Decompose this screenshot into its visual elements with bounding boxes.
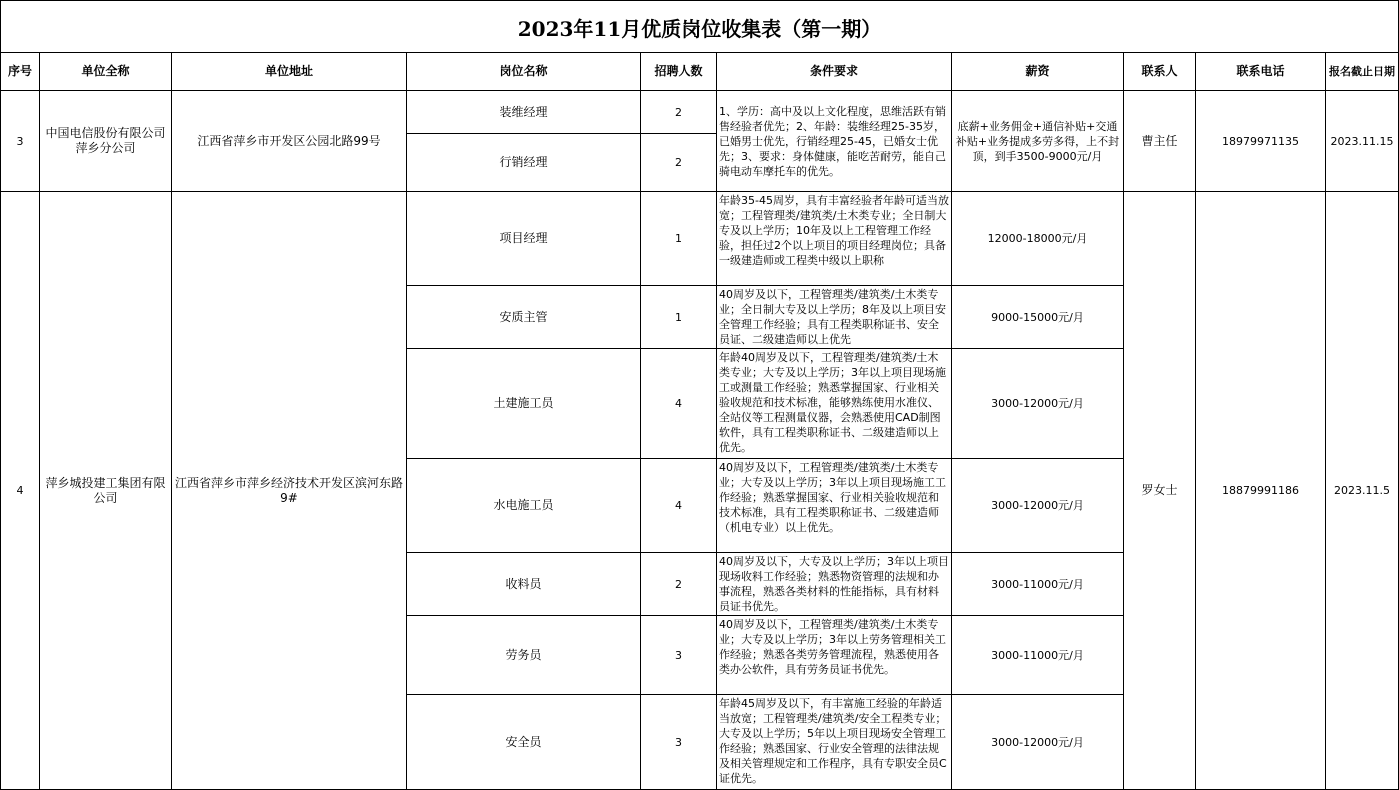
cell-position[interactable]: 项目经理 [407,192,641,286]
cell-count[interactable]: 1 [641,286,717,349]
cell-count[interactable]: 1 [641,192,717,286]
table-row [1,91,1399,134]
cell-deadline[interactable]: 2023.11.15 [1326,91,1399,192]
cell-address[interactable]: 江西省萍乡市开发区公园北路99号 [172,91,407,192]
cell-requirements[interactable]: 1、学历：高中及以上文化程度，思维活跃有销售经验者优先；2、年龄：装维经理25-35岁，已婚男士优先，行销经理25-45，已婚女士优先；3、要求：身体健康，能吃苦耐劳，能自己骑电动车摩托车的优先。 [717,91,952,192]
cell-count[interactable]: 2 [641,134,717,192]
cell-address[interactable]: 江西省萍乡市萍乡经济技术开发区滨河东路9# [172,192,407,790]
cell-company[interactable]: 中国电信股份有限公司萍乡分公司 [40,91,172,192]
sheet-title: 2023年11月优质岗位收集表（第一期） [0,0,1399,53]
cell-seq[interactable]: 4 [1,192,40,790]
jobs-table [0,52,1399,790]
cell-requirements[interactable]: 年龄35-45周岁，具有丰富经验者年龄可适当放宽；工程管理类/建筑类/土木类专业；全日制大专及以上学历；10年及以上工程管理工作经验，担任过2个以上项目的项目经理岗位；具备一级建造师或工程类中级以上职称 [717,192,952,286]
cell-salary[interactable]: 3000-12000元/月 [952,459,1124,553]
cell-requirements[interactable]: 40周岁及以下，工程管理类/建筑类/土木类专业；大专及以上学历；3年以上项目现场施工工作经验；熟悉掌握国家、行业相关验收规范和技术标准，具有工程类职称证书、二级建造师（机电专业）以上优先。 [717,459,952,553]
table-row [1,192,1399,286]
cell-position[interactable]: 土建施工员 [407,349,641,459]
header-count[interactable]: 招聘人数 [641,53,717,91]
header-address[interactable]: 单位地址 [172,53,407,91]
cell-count[interactable]: 4 [641,459,717,553]
cell-phone[interactable]: 18879991186 [1196,192,1326,790]
header-row [1,53,1399,91]
cell-count[interactable]: 4 [641,349,717,459]
cell-deadline[interactable]: 2023.11.5 [1326,192,1399,790]
cell-contact[interactable]: 曹主任 [1124,91,1196,192]
cell-salary[interactable]: 12000-18000元/月 [952,192,1124,286]
header-deadline[interactable]: 报名截止日期 [1326,53,1399,91]
cell-count[interactable]: 2 [641,553,717,616]
header-company[interactable]: 单位全称 [40,53,172,91]
cell-requirements[interactable]: 年龄45周岁及以下，有丰富施工经验的年龄适当放宽；工程管理类/建筑类/安全工程类专业；大专及以上学历；5年以上项目现场安全管理工作经验；熟悉国家、行业安全管理的法律法规及相关管理规定和工作程序，具有专职安全员C证优先。 [717,695,952,790]
cell-position[interactable]: 劳务员 [407,616,641,695]
cell-salary[interactable]: 3000-12000元/月 [952,349,1124,459]
cell-position[interactable]: 收料员 [407,553,641,616]
cell-salary[interactable]: 3000-12000元/月 [952,695,1124,790]
cell-seq[interactable]: 3 [1,91,40,192]
cell-contact[interactable]: 罗女士 [1124,192,1196,790]
cell-requirements[interactable]: 40周岁及以下，工程管理类/建筑类/土木类专业；全日制大专及以上学历；8年及以上项目安全管理工作经验；具有工程类职称证书、安全员证、二级建造师以上优先 [717,286,952,349]
header-requirements[interactable]: 条件要求 [717,53,952,91]
cell-company[interactable]: 萍乡城投建工集团有限公司 [40,192,172,790]
cell-requirements[interactable]: 40周岁及以下，大专及以上学历；3年以上项目现场收料工作经验；熟悉物资管理的法规和办事流程，熟悉各类材料的性能指标，具有材料员证书优先。 [717,553,952,616]
cell-count[interactable]: 2 [641,91,717,134]
cell-phone[interactable]: 18979971135 [1196,91,1326,192]
cell-count[interactable]: 3 [641,616,717,695]
cell-salary[interactable]: 9000-15000元/月 [952,286,1124,349]
cell-position[interactable]: 安质主管 [407,286,641,349]
cell-salary[interactable]: 3000-11000元/月 [952,553,1124,616]
header-phone[interactable]: 联系电话 [1196,53,1326,91]
header-contact[interactable]: 联系人 [1124,53,1196,91]
cell-count[interactable]: 3 [641,695,717,790]
cell-position[interactable]: 水电施工员 [407,459,641,553]
cell-salary[interactable]: 3000-11000元/月 [952,616,1124,695]
cell-salary[interactable]: 底薪+业务佣金+通信补贴+交通补贴+业务提成多劳多得，上不封顶，到手3500-9000元/月 [952,91,1124,192]
header-position[interactable]: 岗位名称 [407,53,641,91]
cell-requirements[interactable]: 年龄40周岁及以下，工程管理类/建筑类/土木类专业；大专及以上学历；3年以上项目现场施工或测量工作经验；熟悉掌握国家、行业相关验收规范和技术标准，能够熟练使用水准仪、全站仪等工程测量仪器，会熟悉使用CAD制图软件，具有工程类职称证书、二级建造师以上优先。 [717,349,952,459]
header-salary[interactable]: 薪资 [952,53,1124,91]
cell-position[interactable]: 装维经理 [407,91,641,134]
cell-position[interactable]: 行销经理 [407,134,641,192]
cell-requirements[interactable]: 40周岁及以下，工程管理类/建筑类/土木类专业；大专及以上学历；3年以上劳务管理相关工作经验；熟悉各类劳务管理流程，熟悉使用各类办公软件，具有劳务员证书优先。 [717,616,952,695]
cell-position[interactable]: 安全员 [407,695,641,790]
header-seq[interactable]: 序号 [1,53,40,91]
